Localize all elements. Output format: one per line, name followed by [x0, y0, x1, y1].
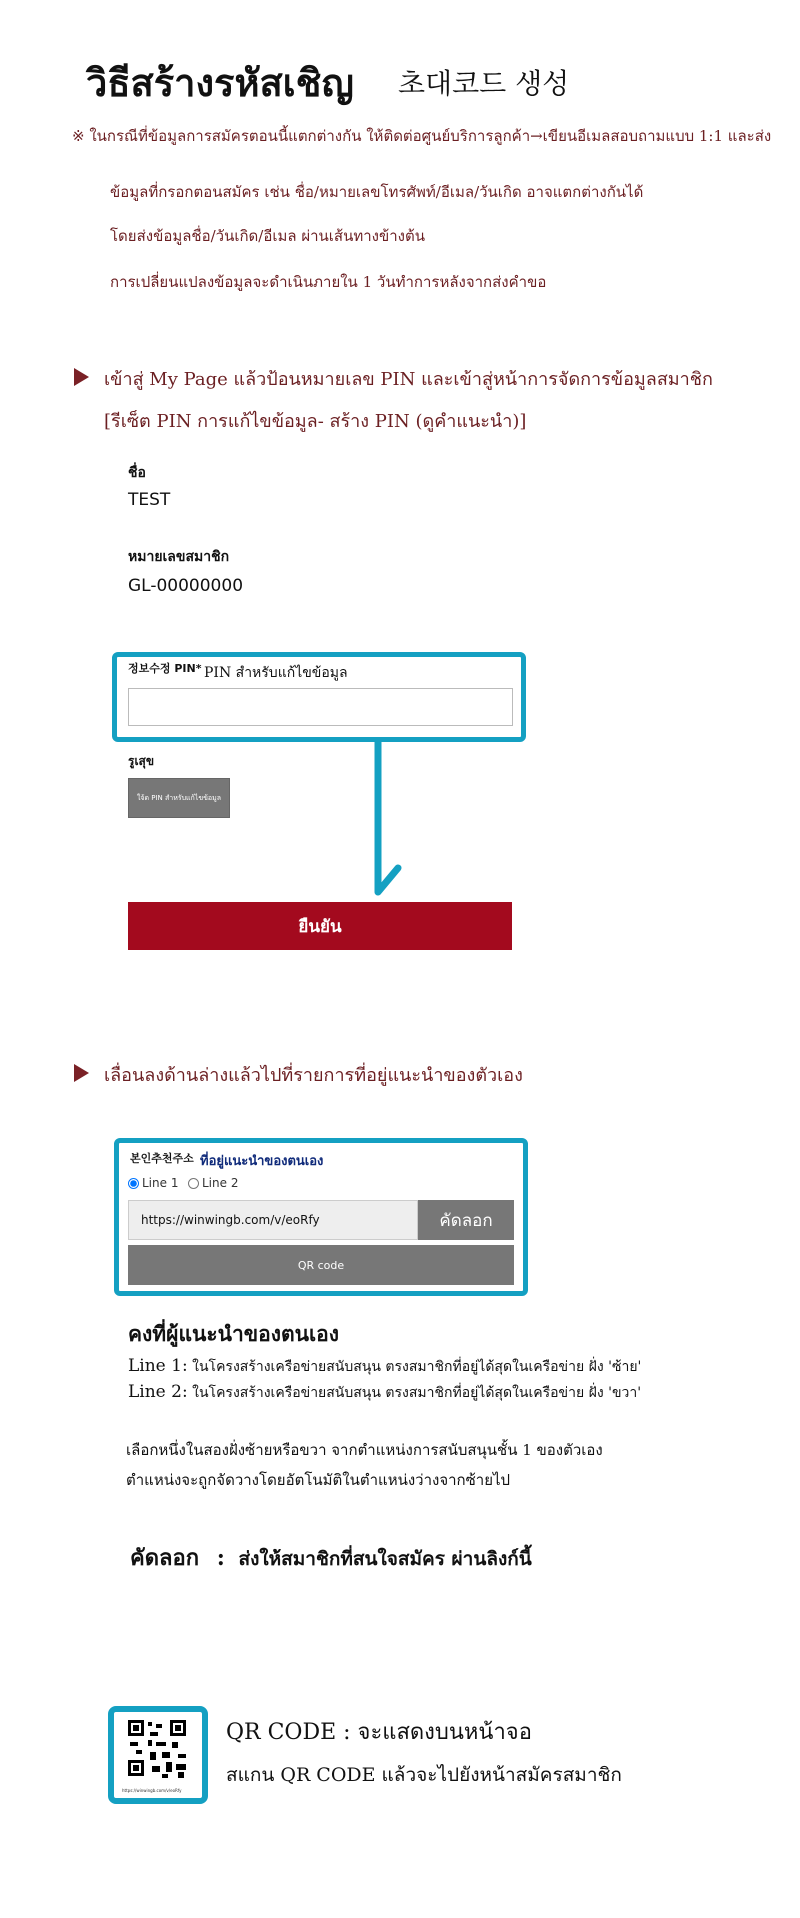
page-title-korean: 초대코드 생성 [398, 67, 570, 100]
reset-label: รูเสุข [128, 754, 155, 768]
explain-line-1 [128, 1356, 641, 1378]
member-number-label: หมายเลขสมาชิก [128, 549, 230, 565]
confirm-button[interactable]: ยืนยัน [128, 902, 512, 950]
qr-code-button[interactable]: QR code [128, 1245, 514, 1285]
reset-pin-button[interactable]: ใจ้ด PIN สำหรับแก้ไขข้อมูล [128, 778, 230, 818]
radio-line-1[interactable] [128, 1176, 178, 1190]
referral-label-korean: 본인추천주소 [130, 1152, 194, 1165]
qr-caption: https://winwingb.com/v/eoRfy [122, 1788, 182, 1793]
radio-line-1-input[interactable] [128, 1178, 139, 1189]
copy-explain-desc: ส่งให้สมาชิกที่สนใจสมัคร ผ่านลิงก์นี้ [238, 1548, 532, 1570]
copy-explain-colon: : [216, 1545, 225, 1571]
qr-line-2: สแกน QR CODE แล้วจะไปยังหน้าสมัครสมาชิก [226, 1764, 622, 1786]
explain-line-2 [128, 1382, 641, 1404]
explain-choose-2: ตำแหน่งจะถูกจัดวางโดยอัตโนมัติในตำแหน่งว่างจากซ้ายไป [126, 1471, 511, 1489]
pin-input[interactable] [128, 688, 513, 726]
qr-line-1: QR CODE : จะแสดงบนหน้าจอ [226, 1720, 532, 1745]
line2-text: ในโครงสร้างเครือข่ายสนับสนุน ตรงสมาชิกที่อยู่ได้สุดในเครือข่าย ฝั่ง 'ขวา' [192, 1385, 642, 1401]
step1-arrow-icon [74, 368, 89, 386]
step1-text: เข้าสู่ My Page แล้วป้อนหมายเลข PIN และเข้าสู่หน้าการจัดการข้อมูลสมาชิก [104, 369, 713, 390]
note-line-2: ข้อมูลที่กรอกตอนสมัคร เช่น ชื่อ/หมายเลขโทรศัพท์/อีเมล/วันเกิด อาจแตกต่างกันได้ [110, 183, 644, 201]
copy-button[interactable]: คัดลอก [418, 1200, 514, 1240]
copy-explain [130, 1540, 532, 1575]
referral-url-field[interactable]: https://winwingb.com/v/eoRfy [128, 1200, 418, 1240]
pin-label-korean: 정보수정 PIN* [128, 662, 202, 675]
page-title: วิธีสร้างรหัสเชิญ [86, 60, 354, 105]
radio-line-2-label: Line 2 [202, 1176, 239, 1190]
radio-line-2[interactable] [188, 1176, 238, 1190]
qr-code-icon [122, 1716, 194, 1786]
pin-label: PIN สำหรับแก้ไขข้อมูล [204, 665, 348, 681]
copy-explain-label: คัดลอก [130, 1545, 200, 1571]
radio-line-1-label: Line 1 [142, 1176, 179, 1190]
step2-arrow-icon [74, 1064, 89, 1082]
note-line-3: โดยส่งข้อมูลชื่อ/วันเกิด/อีเมล ผ่านเส้นทางข้างต้น [110, 227, 425, 245]
note-line-1: ※ ในกรณีที่ข้อมูลการสมัครตอนนี้แตกต่างกัน ให้ติดต่อศูนย์บริการลูกค้า→เขียนอีเมลสอบถามแบบ 1:1 และส่ง [72, 127, 772, 145]
down-arrow-icon [360, 740, 410, 900]
step2-text: เลื่อนลงด้านล่างแล้วไปที่รายการที่อยู่แนะนำของตัวเอง [104, 1065, 523, 1086]
explain-choose-1: เลือกหนึ่งในสองฝั่งซ้ายหรือขวา จากตำแหน่งการสนับสนุนชั้น 1 ของตัวเอง [126, 1441, 603, 1459]
explain-heading: คงที่ผู้แนะนำของตนเอง [128, 1321, 340, 1346]
name-value: TEST [128, 490, 171, 510]
radio-line-2-input[interactable] [188, 1178, 199, 1189]
name-label: ชื่อ [128, 465, 146, 481]
line2-key: Line 2: [128, 1382, 188, 1402]
line1-key: Line 1: [128, 1356, 188, 1376]
step1-subtext: [รีเซ็ต PIN การแก้ไขข้อมูล- สร้าง PIN (ดูคำแนะนำ)] [104, 411, 527, 432]
note-line-4: การเปลี่ยนแปลงข้อมูลจะดำเนินภายใน 1 วันทำการหลังจากส่งคำขอ [110, 273, 547, 291]
line1-text: ในโครงสร้างเครือข่ายสนับสนุน ตรงสมาชิกที่อยู่ได้สุดในเครือข่าย ฝั่ง 'ซ้าย' [192, 1359, 642, 1375]
member-number-value: GL-00000000 [128, 576, 244, 596]
referral-label: ที่อยู่แนะนำของตนเอง [200, 1154, 324, 1169]
